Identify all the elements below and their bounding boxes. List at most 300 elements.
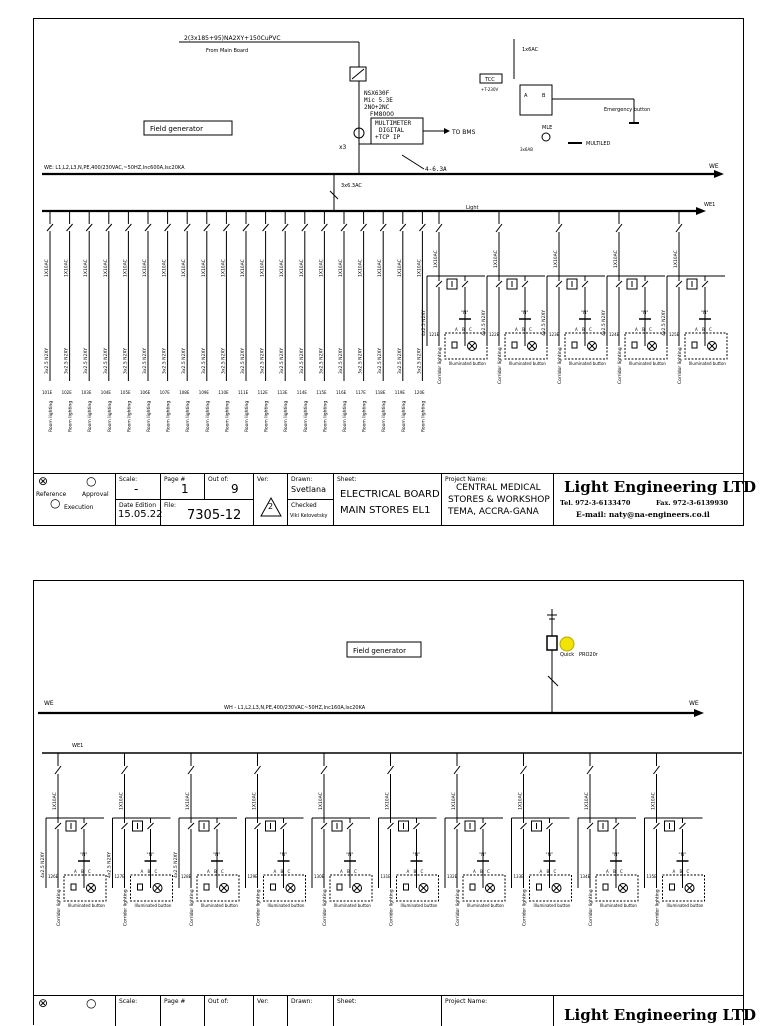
branch-rating: 1X10AC [397,259,403,277]
terminal-label: B [413,869,417,874]
terminal-label: C [420,869,424,874]
branch-id: 101E [42,390,53,395]
file-cell [161,500,254,526]
branch-id: 108E [179,390,190,395]
corridor-group [445,753,505,926]
branch-load: Room lighting [421,400,427,432]
branch-cable: 3x2.5 N2XY [241,347,246,374]
branch-cable: 3x2.5 N2XY [339,347,344,374]
branch-id: 117E [355,390,366,395]
branch-cable: 3x2.5 N2XY [299,347,305,374]
terminal-label: A [672,869,676,874]
corridor-group [512,753,572,926]
group-id: 124E [609,332,620,337]
terminal-label: C [589,327,592,332]
group-id: 126E [48,874,59,879]
branch-circuit [277,211,289,432]
page-cell [161,474,205,500]
branch-rating: 1X10AC [162,259,168,277]
branch-load: Room lighting [382,400,388,432]
illuminated-button-label: Illuminated button [201,903,238,908]
branch-id: 113E [277,390,288,395]
multimeter-line-2: DIGITAL [379,127,405,134]
branch-cable: 3x2.5 N2XY [123,347,129,374]
group-rating: 1X10AC [494,250,499,268]
group-rating: 1X10AC [319,792,324,810]
checked-value: Viki Kelovetsky [290,513,328,519]
group-load: Corridor lighting [323,889,328,926]
group-rating: 1X10AC [252,792,258,810]
breaker-symbol [436,224,442,232]
branch-load: Room lighting [245,400,250,432]
illuminated-button-label: Illuminated button [334,903,371,908]
neutral-mark: "N" [146,853,155,858]
project-line-2: STORES & WORKSHOP [448,495,550,505]
corridor-group [312,753,372,926]
illuminated-button-label: Illuminated button [68,903,105,908]
branch-circuit [179,211,191,432]
file-label: File: [164,502,177,509]
group-id: 133E [513,874,524,879]
scale-cell [116,996,161,1026]
group-rating: 1X10AC [186,792,191,810]
branch-circuit [375,211,387,432]
breaker-symbol [380,224,386,231]
branch-load: Room lighting [127,400,133,432]
group-load: Corridor lighting [655,889,661,926]
group-id: 134E [580,874,591,879]
branch-cable: 3x2.5 N2XY [182,347,188,374]
terminal-label: B [480,869,483,874]
branch-id: 105E [120,390,131,395]
breaker-symbol [165,224,171,231]
terminal-label: C [686,869,690,874]
branch-cable: 3x2.5 N2XY [84,347,90,374]
outof-cell [205,474,254,500]
company-name: Light Engineering LTD [564,478,757,496]
branch-circuit [356,211,368,432]
company-cell [554,996,757,1026]
breaker-symbol [400,224,406,231]
neutral-mark: "N" [641,311,649,316]
ver-label: Ver: [257,998,269,1005]
illuminated-button-box [463,875,505,901]
branch-load: Room lighting [186,400,192,432]
branch-rating: 1X10AC [260,259,266,277]
corridor-group [40,753,106,926]
meter-symbol-icon [547,636,557,650]
terminal-label: B [642,327,645,332]
neutral-mark: "N" [701,311,709,316]
group-rating: 1X10AC [585,792,590,810]
breaker-symbol [496,224,502,232]
breaker-symbol [302,224,308,231]
group-cable: 4x2.5 N2XY [542,309,547,336]
branch-circuit [336,211,348,432]
group-rating: 1X10AC [385,792,391,810]
approval-label: Approval [82,491,109,498]
reference-symbol-icon: ⊗ [38,996,49,1010]
execution-label: Execution [64,504,94,511]
branch-circuit [62,211,74,432]
neutral-mark: "N" [545,853,554,858]
branch-rating: 1X10AC [221,259,227,277]
date-cell [116,500,161,526]
relay-a: A [524,93,528,99]
led-breaker-rating: 3x6AB [520,147,533,152]
neutral-mark: "N" [213,853,221,858]
sheet-cell [334,474,442,526]
breaker-symbol [263,224,269,231]
breaker-symbol [184,224,190,231]
main-busbar-end: WE [709,163,719,170]
revision-status-cell [34,996,116,1026]
illuminated-button-box [530,875,572,901]
busbar-we-right: WE [689,700,699,707]
group-rating: 1X10AC [518,792,524,810]
branch-id: 119E [394,390,405,395]
version-cell [254,474,288,526]
pro-label: PRO20r [579,652,598,658]
voltage-label: +T-230V [481,87,499,92]
branch-rating: 1X10AC [182,259,188,277]
branch-cable: 3x2.5 N2XY [143,347,148,374]
illuminated-button-box [131,875,173,901]
terminal-label: C [620,869,623,874]
terminal-label: B [522,327,525,332]
terminal-label: C [649,327,652,332]
illuminated-button-box [64,875,106,901]
company-name: Light Engineering LTD [564,1006,757,1024]
branch-id: 120E [414,390,425,395]
corridor-lighting-groups [421,211,727,384]
busbar-we-left: WE [44,700,54,707]
group-id: 132E [447,874,458,879]
branch-load: Room lighting [401,400,407,432]
group-rating: 1X10AC [119,792,125,810]
group-load: Corridor lighting [57,889,62,926]
corridor-group [421,211,487,384]
ver-label: Ver: [257,476,269,483]
group-rating: 1X10AC [614,250,619,268]
project-cell [442,474,554,526]
group-rating: 1X10AC [554,250,559,268]
title-block-2 [34,995,757,1026]
breaker-symbol [282,224,288,231]
branch-load: Room lighting [166,400,172,432]
illuminated-button-label: Illuminated button [569,361,606,366]
branch-circuit [199,211,211,432]
branch-circuit [238,211,250,432]
branch-id: 104E [100,390,111,395]
field-generator-label: Field generator [353,647,406,655]
to-bms: TO BMS [452,129,476,136]
branch-load: Room lighting [225,400,231,432]
tie-breaker-rating: 3x6.3AC [341,183,362,189]
branch-circuit [258,211,270,432]
branch-id: 102E [61,390,72,395]
breaker-symbol [654,766,660,774]
terminal-label: A [207,869,210,874]
group-cable: 4x2.5 N2XY [482,309,487,336]
scale-value: - [134,482,139,496]
group-load: Corridor lighting [456,889,461,926]
branch-rating: 1X10AC [103,259,109,277]
branch-load: Room lighting [107,400,113,432]
branch-id: 106E [140,390,151,395]
branch-load: Room lighting [205,400,211,432]
branch-rating: 1X10AC [280,259,286,277]
drawn-cell [288,474,334,500]
schematic-2 [34,581,743,1025]
main-busbar-label: WE: L1,L2,L3,N,PE,400/230VAC,~50HZ,Inc600A,Isc20KA [44,165,185,171]
breaker-symbol [122,766,128,774]
branch-circuit [120,211,132,432]
illuminated-button-label: Illuminated button [509,361,546,366]
illuminated-button-box [596,875,638,901]
terminal-label: C [709,327,712,332]
relay-b: B [542,93,546,99]
breaker-symbol [67,224,73,231]
reference-symbol-icon: ⊗ [38,474,49,488]
group-load: Corridor lighting [522,889,528,926]
group-load: Corridor lighting [558,347,563,384]
branch-cable: 3x2.5 N2XY [319,347,325,374]
terminal-label: A [140,869,144,874]
terminal-label: A [575,327,578,332]
branch-cable: 3x2.5 N2XY [64,347,70,374]
branch-cable: 3x2.5 N2XY [417,347,423,374]
illuminated-button-box [505,333,547,359]
group-id: 121E [429,332,440,337]
terminal-label: A [635,327,638,332]
terminal-label: B [280,869,284,874]
terminal-label: A [539,869,543,874]
terminal-label: B [147,869,151,874]
terminal-label: C [469,327,472,332]
group-rating: 1X10AC [452,792,457,810]
branch-load: Room lighting [362,400,368,432]
illuminated-button-box [565,333,607,359]
breaker-symbol [419,224,425,231]
terminal-label: B [702,327,705,332]
group-id: 130E [314,874,325,879]
drawn-label: Drawn: [291,998,313,1005]
date-label: Date Edition [119,502,157,509]
corridor-group [645,753,705,926]
branch-cable: 3x2.5 N2XY [201,347,207,374]
group-cable: 4x2.5 N2XY [174,851,179,878]
group-id: 129E [247,874,258,879]
branch-circuit [140,211,152,432]
corridor-group [578,753,638,926]
terminal-label: B [613,869,616,874]
terminal-label: C [553,869,557,874]
branch-cable: 3x2.5 N2XY [221,347,227,374]
terminal-label: B [582,327,585,332]
breaker-symbol [521,766,527,774]
project-line-1: CENTRAL MEDICAL [456,483,541,493]
main-busbar-label: WH - L1,L2,L3,N,PE,400/230VAC~50HZ,Inc160A,Isc20KA [224,705,366,711]
group-load: Corridor lighting [256,889,262,926]
branch-circuit [395,211,407,432]
branch-cable: 3x2.5 N2XY [358,347,364,374]
illuminated-button-label: Illuminated button [666,903,704,908]
page-label: Page # [164,476,186,483]
group-load: Corridor lighting [123,889,129,926]
group-load: Corridor lighting [389,889,395,926]
group-load: Corridor lighting [438,347,443,384]
branch-cable: 3x2.5 N2XY [162,347,168,374]
corridor-group [481,211,547,384]
branch-id: 116E [336,390,347,395]
neutral-mark: "N" [479,853,487,858]
illuminated-button-box [397,875,439,901]
branch-load: Room lighting [343,400,348,432]
drawn-cell [288,996,334,1026]
scale-cell [116,474,161,500]
branch-id: 112E [257,390,268,395]
breaker-symbol [86,224,92,231]
branch-rating: 1X10AC [45,259,50,277]
terminal-label: A [515,327,518,332]
terminal-label: C [529,327,532,332]
breaker-symbol [125,224,131,231]
breaker-symbol [587,766,593,774]
illuminated-button-label: Illuminated button [533,903,571,908]
reference-label: Reference [36,491,67,498]
branch-cable: 3x2.5 N2XY [45,347,50,374]
branch-load: Room lighting [68,400,74,432]
breaker-symbol [188,766,194,774]
branch-circuit [297,211,309,432]
branch-id: 110E [218,390,229,395]
illuminated-button-label: Illuminated button [400,903,438,908]
terminal-label: A [273,869,277,874]
neutral-mark: "N" [678,853,687,858]
branch-rating: 1X10AC [64,259,70,277]
corridor-group [661,211,727,384]
page-label: Page # [164,998,186,1005]
terminal-label: A [606,869,609,874]
group-load: Corridor lighting [498,347,503,384]
group-load: Corridor lighting [678,347,683,384]
scale-label: Scale: [119,998,138,1005]
breaker-line-1: NSX630F [364,90,390,97]
sheet-label: Sheet: [337,998,357,1005]
terminal-label: C [221,869,224,874]
company-email: E-mail: naty@na-engineers.co.il [576,510,710,519]
branch-load: Room lighting [147,400,152,432]
file-value: 7305-12 [187,508,242,523]
illuminated-button-box [445,333,487,359]
group-load: Corridor lighting [190,889,195,926]
group-cable: 4x2.5 N2XY [107,851,113,878]
illuminated-button-label: Illuminated button [449,361,486,366]
illuminated-button-box [625,333,667,359]
outof-cell [205,996,254,1026]
branch-cable: 3x2.5 N2XY [103,347,109,374]
branch-circuit [316,211,328,432]
drawn-value: Svetlana [291,485,326,494]
multiled-lamp [542,133,550,141]
light-busbar-label: Light [466,205,479,211]
breaker-line-2: Mic 5.3E [364,97,393,104]
terminal-label: A [406,869,410,874]
illuminated-button-label: Illuminated button [600,903,637,908]
project-cell [442,996,554,1026]
drawing-sheet-1 [33,18,757,526]
terminal-label: B [679,869,683,874]
neutral-mark: "N" [279,853,288,858]
group-id: 122E [489,332,500,337]
terminal-label: B [347,869,350,874]
company-fax: Fax. 972-3-6139930 [656,499,729,507]
breaker-symbol [361,224,367,231]
corridor-group [379,753,439,926]
breaker-symbol [223,224,229,231]
drawing-sheet-2 [33,580,757,1025]
branch-circuit [42,211,54,432]
branch-id: 107E [159,390,170,395]
tcc-label: TCC [485,77,495,83]
group-cable: 4x2.5 N2XY [422,309,427,336]
branch-load: Room lighting [323,400,329,432]
branch-rating: 1X10AC [417,259,423,277]
drawn-label: Drawn: [291,476,313,483]
breaker-symbol [321,766,327,774]
field-generator-label: Field generator [150,125,203,133]
illuminated-button-label: Illuminated button [629,361,666,366]
revision-status-cell [34,474,116,526]
branch-load: Room lighting [284,400,290,432]
emergency-button-label: Emergency button [604,107,651,113]
group-rating: 1X10AC [674,250,679,268]
breaker-symbol [55,766,61,774]
group-id: 125E [669,332,680,337]
terminal-label: A [340,869,343,874]
project-line-3: TEMA, ACCRA-GANA [448,507,539,517]
group-cable: 4x2.5 N2XY [662,309,667,336]
relay-box [520,85,552,115]
illuminated-button-box [330,875,372,901]
scale-label: Scale: [119,476,138,483]
branch-rating: 1X10AC [339,259,344,277]
branch-rating: 1X10AC [299,259,305,277]
branch-rating: 1X10AC [378,259,384,277]
branch-circuit [218,211,230,432]
illuminated-button-box [685,333,727,359]
corridor-group [541,211,607,384]
sheet-cell [334,996,442,1026]
branch-load: Room lighting [264,400,270,432]
terminal-label: C [154,869,158,874]
breaker-symbol [341,224,347,231]
multimeter-line-1: MULTIMETER [375,120,412,127]
branch-id: 111E [238,390,249,395]
breaker-line-3: 2NO+2NC [364,104,390,111]
illuminated-button-label: Illuminated button [267,903,305,908]
project-label: Project Name: [445,998,488,1005]
branch-circuit [101,211,113,432]
neutral-mark: "N" [346,853,354,858]
branch-rating: 1X10AC [143,259,148,277]
outof-label: Out of: [208,998,229,1005]
neutral-mark: "N" [612,853,620,858]
title-block [34,473,757,526]
neutral-mark: "N" [80,853,88,858]
branch-circuit [81,211,93,432]
